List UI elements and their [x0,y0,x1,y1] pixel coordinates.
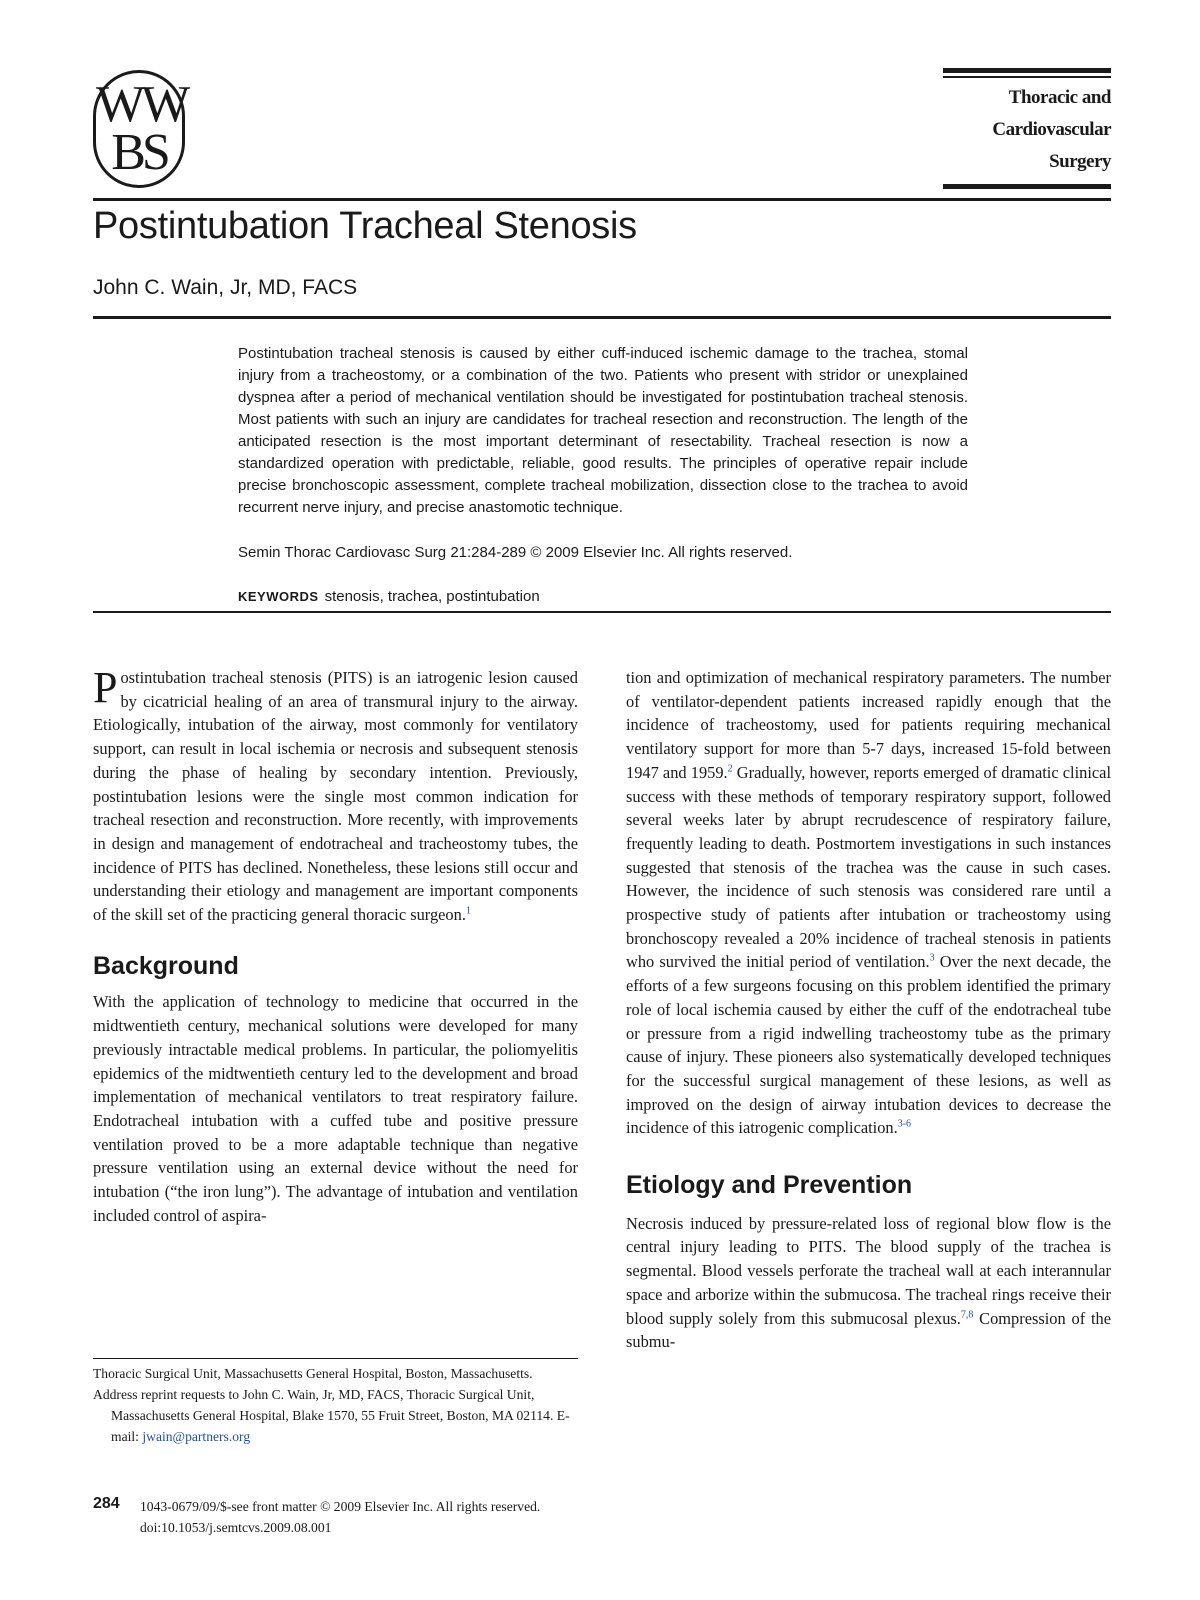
reference-link[interactable]: 7,8 [960,1309,974,1321]
page-number: 284 [93,1495,120,1512]
footnote-rule [93,1358,578,1359]
body-column-left [93,663,578,1227]
reference-link[interactable]: 3-6 [897,1118,912,1130]
logo-line-bottom: BS [111,124,167,181]
affiliation-text: Thoracic Surgical Unit, Massachusetts General Hospital, Boston, Massachusetts. [93,1366,533,1381]
affiliation-footnote [93,1358,578,1447]
abstract-rule [93,611,1111,613]
body-column-right [626,666,1111,1354]
tag-bar-bottom [943,184,1111,189]
keywords-label: KEYWORDS [238,589,319,604]
section-tag-line: Cardiovascular [992,119,1111,140]
etiology-text-1: Necrosis induced by pressure-related loss of regional blow flow is the central injury leading to PITS. The blood supply of the trachea is segmental. Blood vessels perforate the tracheal wall at each interannular space and arborize within the submucosa. The tracheal rings receive their blood supply solely from this submucosal plexus. [626,1213,1111,1328]
email-link[interactable]: jwain@partners.org [142,1429,251,1444]
history-text-1: tion and optimization of mechanical respiratory parameters. The number of ventilator-dependent patients increased rapidly enough that the incidence of tracheostomy, used for patients requiring mechanical ventilatory support for more than 5-7 days, increased 15-fold between 1947 and 1959. [626,668,1111,782]
journal-logo [93,70,185,188]
reference-link[interactable]: 1 [465,905,471,917]
history-paragraph [626,666,1111,1140]
article-author: John C. Wain, Jr, MD, FACS [93,276,358,299]
issn-line: 1043-0679/09/$-see front matter © 2009 Elsevier Inc. All rights reserved. [140,1499,541,1514]
reference-link[interactable]: 3 [929,952,935,964]
article-title: Postintubation Tracheal Stenosis [93,205,637,247]
history-text-2: Gradually, however, reports emerged of dramatic clinical success with these methods of temporary respiratory support, followed several weeks later by abrupt recrudescence of respiratory failure, frequently leading to death. Postmortem investigations in such instances suggested that stenosis of the trachea was the cause in such cases. However, the incidence of such stenosis was considered rare until a prospective study of patients after intubation or tracheostomy using bronchoscopy revealed a 20% incidence of tracheal stenosis in patients who survived the initial period of ventilation. [626,762,1111,972]
section-tag-line: Surgery [1049,151,1111,172]
drop-cap: P [93,663,118,712]
doi-line[interactable]: doi:10.1053/j.semtcvs.2009.08.001 [140,1520,332,1535]
section-tag-line: Thoracic and [1008,87,1111,108]
issn-block [140,1496,540,1538]
logo-line-top: WW [96,76,187,133]
history-text-3: Over the next decade, the efforts of a few surgeons focusing on this problem identified the primary role of local ischemia caused by either the cuff of the endotracheal tube or pressure from a rigid indwelling tracheostomy tube as the primary cause of injury. These pioneers also systematically developed techniques for the successful surgical management of these lesions, as well as improved on the design of airway intubation devices to decrease the incidence of this iatrogenic complication. [626,952,1112,1138]
abstract-citation: Semin Thorac Cardiovasc Surg 21:284-289 © 2009 Elsevier Inc. All rights reserved. [238,544,793,561]
header-rule [93,198,1111,201]
etiology-heading: Etiology and Prevention [626,1171,913,1200]
tag-bar-top [943,68,1111,73]
keywords-list: stenosis, trachea, postintubation [324,588,540,605]
reprint-text: Address reprint requests to John C. Wain, Jr, MD, FACS, Thoracic Surgical Unit, Massachusetts General Hospital, Blake 1570, 55 Fruit Street, Boston, MA 02114. E-mail: [93,1387,570,1444]
keywords [238,588,540,605]
abstract-text: Postintubation tracheal stenosis is caused by either cuff-induced ischemic damage to the trachea, stomal injury from a tracheostomy, or a combination of the two. Patients who present with stridor or unexplained dyspnea after a period of mechanical ventilation should be investigated for postintubation tracheal stenosis. Most patients with such an injury are candidates for tracheal resection and reconstruction. The length of the anticipated resection is the most important determinant of resectability. Tracheal resection is now a standardized operation with predictable, reliable, good results. The principles of operative repair include precise bronchoscopic assessment, complete tracheal mobilization, dissection close to the trachea to avoid recurrent nerve injury, and precise anastomotic technique. [238,345,968,516]
intro-text: ostintubation tracheal stenosis (PITS) is an iatrogenic lesion caused by cicatricial healing of an area of transmural injury to the airway. Etiologically, intubation of the airway, most commonly for ventilatory support, can result in local ischemia or necrosis and subsequent stenosis during the phase of healing by secondary intention. Previously, postintubation lesions were the single most common indication for tracheal resection and reconstruction. More recently, with improvements in design and management of endotracheal and tracheostomy tubes, the incidence of PITS has declined. Nonetheless, these lesions still occur and understanding their etiology and management are important components of the skill set of the practicing general thoracic surgeon. [93,668,578,925]
background-paragraph: With the application of technology to medicine that occurred in the midtwentieth century, mechanical solutions were developed for many previously intractable medical problems. In particular, the poliomyelitis epidemics of the midtwentieth century led to the development and broad implementation of mechanical ventilators to treat respiratory failure. Endotracheal intubation with a cuffed tube and positive pressure ventilation proved to be a more adaptable technique than negative pressure ventilation using an external device without the need for intubation (“the iron lung”). The advantage of intubation and ventilation included control of aspira- [93,992,578,1225]
title-rule [93,316,1111,319]
reference-link[interactable]: 2 [727,763,733,775]
section-tag [943,68,1111,189]
intro-paragraph [93,663,578,927]
background-heading: Background [93,951,239,980]
etiology-text-2: Compression of the submu- [626,1308,1111,1352]
etiology-paragraph [626,1212,1111,1354]
reprint-request [93,1384,578,1447]
